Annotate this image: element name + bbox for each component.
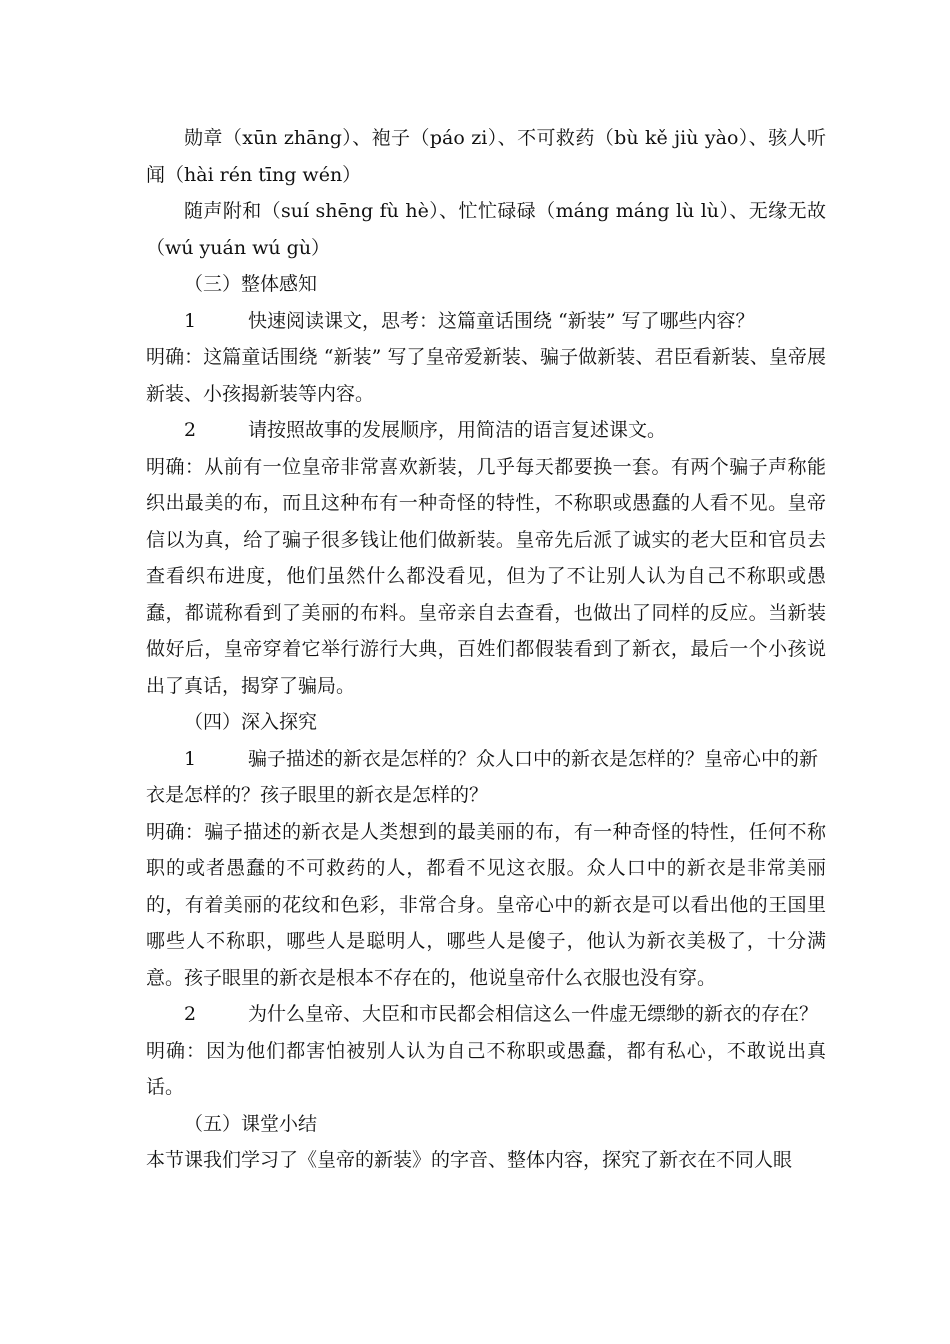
question-text: 快速阅读课文，思考：这篇童话围绕 “新装” 写了哪些内容？	[248, 309, 755, 332]
vocab-line-2: 随声附和（suí shēng fù hè）、忙忙碌碌（máng máng lù lù）、无缘无故（wú yuán wú gù）	[146, 200, 826, 259]
question-item	[146, 303, 826, 340]
answer-paragraph: 明确：骗子描述的新衣是人类想到的最美丽的布，有一种奇怪的特性，任何不称职的或者愚蠢的不可救药的人，都看不见这衣服。众人口中的新衣是非常美丽的，有着美丽的花纹和色彩，非常合身。皇帝心中的新衣是可以看出他的王国里哪些人不称职，哪些人是聪明人，哪些人是傻子，他认为新衣美极了，十分满意。孩子眼里的新衣是根本不存在的，他说皇帝什么衣服也没有穿。	[146, 820, 826, 989]
answer-paragraph: 明确：从前有一位皇帝非常喜欢新装，几乎每天都要换一套。有两个骗子声称能织出最美的布，而且这种布有一种奇怪的特性，不称职或愚蠢的人看不见。皇帝信以为真，给了骗子很多钱让他们做新装。皇帝先后派了诚实的老大臣和官员去查看织布进度，他们虽然什么都没看见，但为了不让别人认为自己不称职或愚蠢，都谎称看到了美丽的布料。皇帝亲自去查看，也做出了同样的反应。当新装做好后，皇帝穿着它举行游行大典，百姓们都假装看到了新衣，最后一个小孩说出了真话，揭穿了骗局。	[146, 455, 826, 697]
question-item	[146, 741, 826, 814]
question-number: 2	[184, 1003, 197, 1025]
question-text: 为什么皇帝、大臣和市民都会相信这么一件虚无缥缈的新衣的存在？	[248, 1003, 819, 1025]
section-heading-overall: （三）整体感知	[184, 273, 318, 295]
question-item	[146, 412, 826, 449]
section-heading-explore: （四）深入探究	[184, 711, 318, 733]
answer-paragraph: 明确：因为他们都害怕被别人认为自己不称职或愚蠢，都有私心，不敢说出真话。	[146, 1039, 826, 1098]
vocab-line-1: 勋章（xūn zhāng）、袍子（páo zi）、不可救药（bù kě jiù yào）、骇人听闻（hài rén tīng wén）	[146, 127, 826, 186]
summary-paragraph: 本节课我们学习了《皇帝的新装》的字音、整体内容，探究了新衣在不同人眼	[146, 1149, 793, 1171]
question-number: 1	[184, 309, 197, 332]
question-number: 1	[184, 747, 197, 770]
question-number: 2	[184, 419, 197, 441]
document-body	[146, 120, 826, 1179]
question-text: 骗子描述的新衣是怎样的？众人口中的新衣是怎样的？皇帝心中的新衣是怎样的？孩子眼里的新衣是怎样的？	[146, 747, 819, 806]
question-item	[146, 996, 826, 1033]
answer-paragraph: 明确：这篇童话围绕 “新装” 写了皇帝爱新装、骗子做新装、君臣看新装、皇帝展新装、小孩揭新装等内容。	[146, 346, 826, 405]
question-text: 请按照故事的发展顺序，用简洁的语言复述课文。	[248, 419, 667, 441]
section-heading-summary: （五）课堂小结	[184, 1112, 318, 1135]
